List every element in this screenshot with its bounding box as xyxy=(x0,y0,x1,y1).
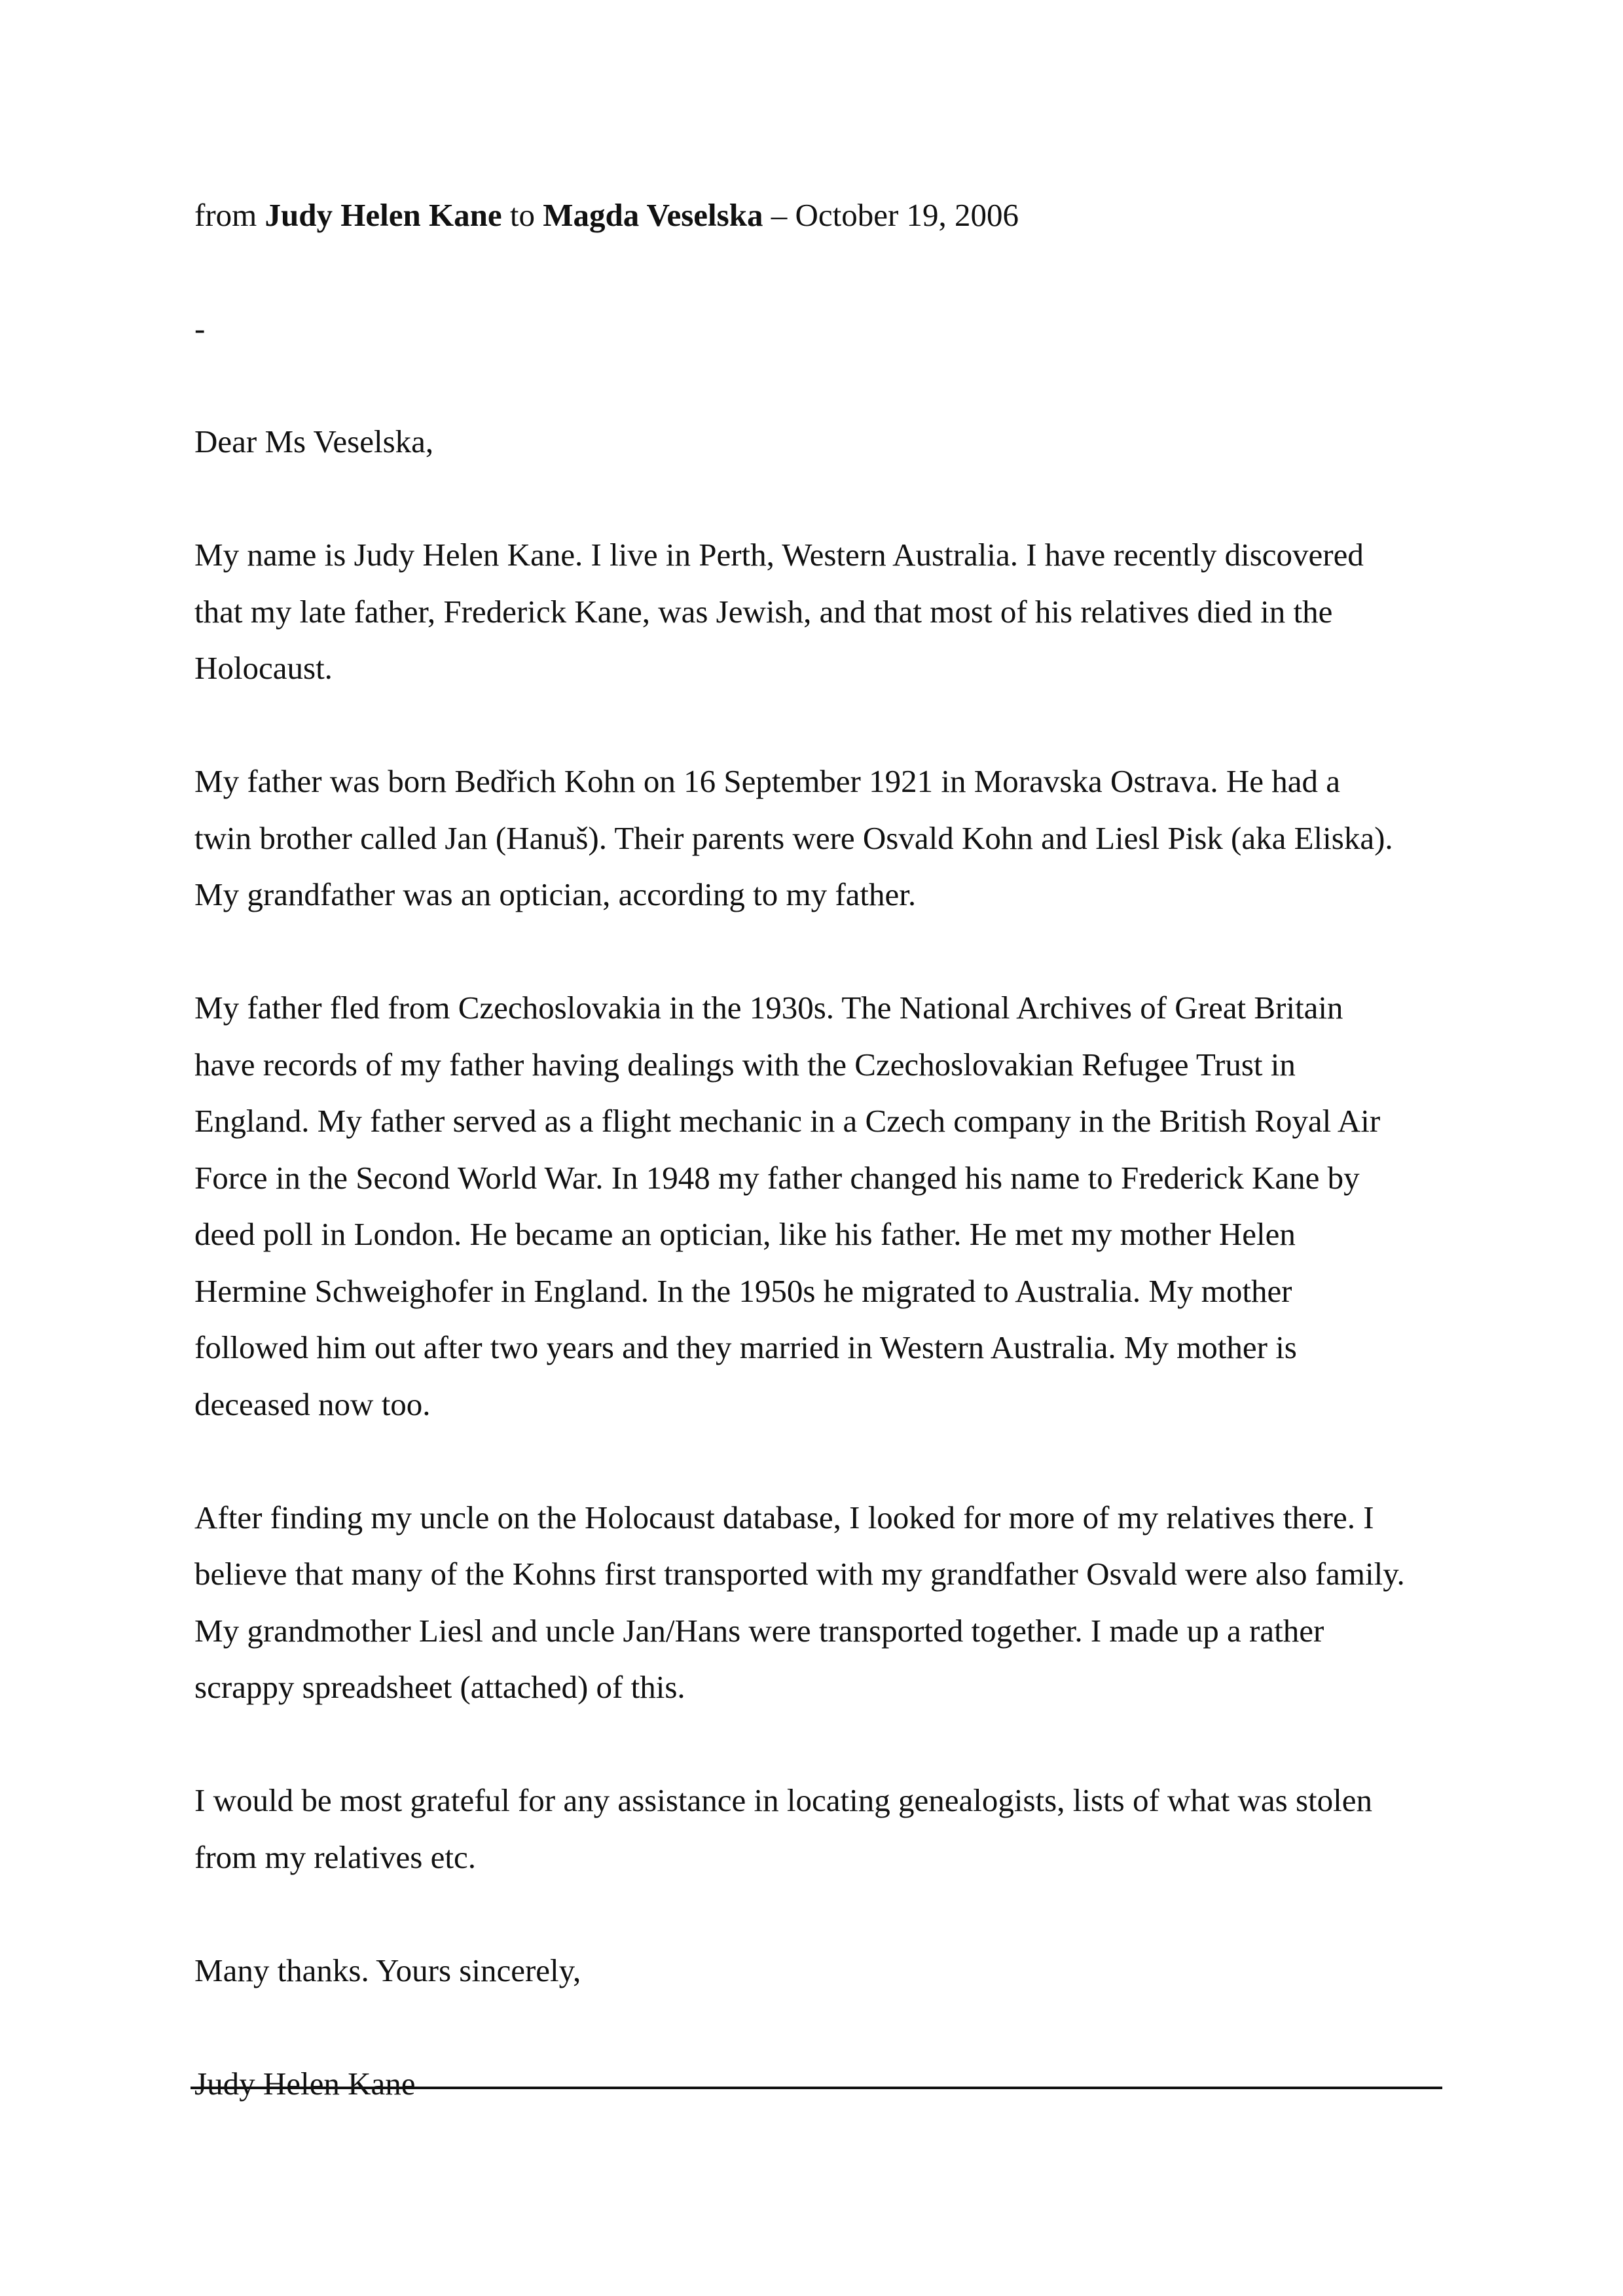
separator-dash: - xyxy=(194,310,206,346)
paragraph-request xyxy=(194,1772,1445,1886)
paragraph-line: England. My father served as a flight mechanic in a Czech company in the British Royal Air xyxy=(194,1103,1381,1139)
closing: Many thanks. Yours sincerely, xyxy=(194,1952,581,1988)
header-prefix: from xyxy=(194,197,265,233)
paragraph-line: deceased now too. xyxy=(194,1386,431,1422)
spacer xyxy=(194,1433,1445,1490)
letter-header xyxy=(194,187,1445,244)
paragraph-line: My father was born Bedřich Kohn on 16 September 1921 in Moravska Ostrava. He had a xyxy=(194,763,1340,799)
header-date-separator: – xyxy=(763,197,795,233)
spacer xyxy=(194,1716,1445,1773)
paragraph-line: My name is Judy Helen Kane. I live in Perth, Western Australia. I have recently discovered xyxy=(194,537,1364,573)
spacer xyxy=(194,244,1445,301)
paragraph-line: Force in the Second World War. In 1948 my father changed his name to Frederick Kane by xyxy=(194,1159,1360,1196)
paragraph-line: My grandmother Liesl and uncle Jan/Hans were transported together. I made up a rather xyxy=(194,1612,1324,1649)
paragraph-line: scrappy spreadsheet (attached) of this. xyxy=(194,1669,685,1705)
paragraph-line: My grandfather was an optician, according to my father. xyxy=(194,876,917,912)
paragraph-line: deed poll in London. He became an optician, like his father. He met my mother Helen xyxy=(194,1216,1296,1252)
recipient-name: Magda Veselska xyxy=(543,197,763,233)
signature: Judy Helen Kane xyxy=(194,2065,416,2102)
paragraph-line: Hermine Schweighofer in England. In the 1950s he migrated to Australia. My mother xyxy=(194,1272,1292,1309)
header-connector: to xyxy=(501,197,543,233)
sender-name: Judy Helen Kane xyxy=(264,197,502,233)
paragraph-birth xyxy=(194,753,1445,924)
footer-divider xyxy=(191,2087,1442,2089)
letter-body xyxy=(194,187,1445,2112)
paragraph-line: I would be most grateful for any assistance in locating genealogists, lists of what was stolen xyxy=(194,1782,1373,1818)
paragraph-line: twin brother called Jan (Hanuš). Their parents were Osvald Kohn and Liesl Pisk (aka Eliska). xyxy=(194,819,1393,856)
paragraph-introduction xyxy=(194,527,1445,697)
paragraph-line: that my late father, Frederick Kane, was Jewish, and that most of his relatives died in the xyxy=(194,593,1333,630)
paragraph-line: After finding my uncle on the Holocaust database, I looked for more of my relatives there. I xyxy=(194,1499,1374,1535)
paragraph-line: Holocaust. xyxy=(194,650,333,686)
paragraph-research xyxy=(194,1490,1445,1716)
spacer xyxy=(194,357,1445,414)
paragraph-line: from my relatives etc. xyxy=(194,1839,476,1875)
paragraph-line: followed him out after two years and they married in Western Australia. My mother is xyxy=(194,1329,1297,1365)
spacer xyxy=(194,1999,1445,2056)
letter-date: October 19, 2006 xyxy=(795,197,1019,233)
salutation: Dear Ms Veselska, xyxy=(194,423,434,459)
spacer xyxy=(194,924,1445,980)
spacer xyxy=(194,697,1445,754)
spacer xyxy=(194,471,1445,528)
paragraph-line: have records of my father having dealings with the Czechoslovakian Refugee Trust in xyxy=(194,1046,1296,1083)
paragraph-line: My father fled from Czechoslovakia in the 1930s. The National Archives of Great Britain xyxy=(194,990,1343,1026)
paragraph-history xyxy=(194,980,1445,1433)
paragraph-line: believe that many of the Kohns first transported with my grandfather Osvald were also family. xyxy=(194,1556,1405,1592)
spacer xyxy=(194,1886,1445,1943)
